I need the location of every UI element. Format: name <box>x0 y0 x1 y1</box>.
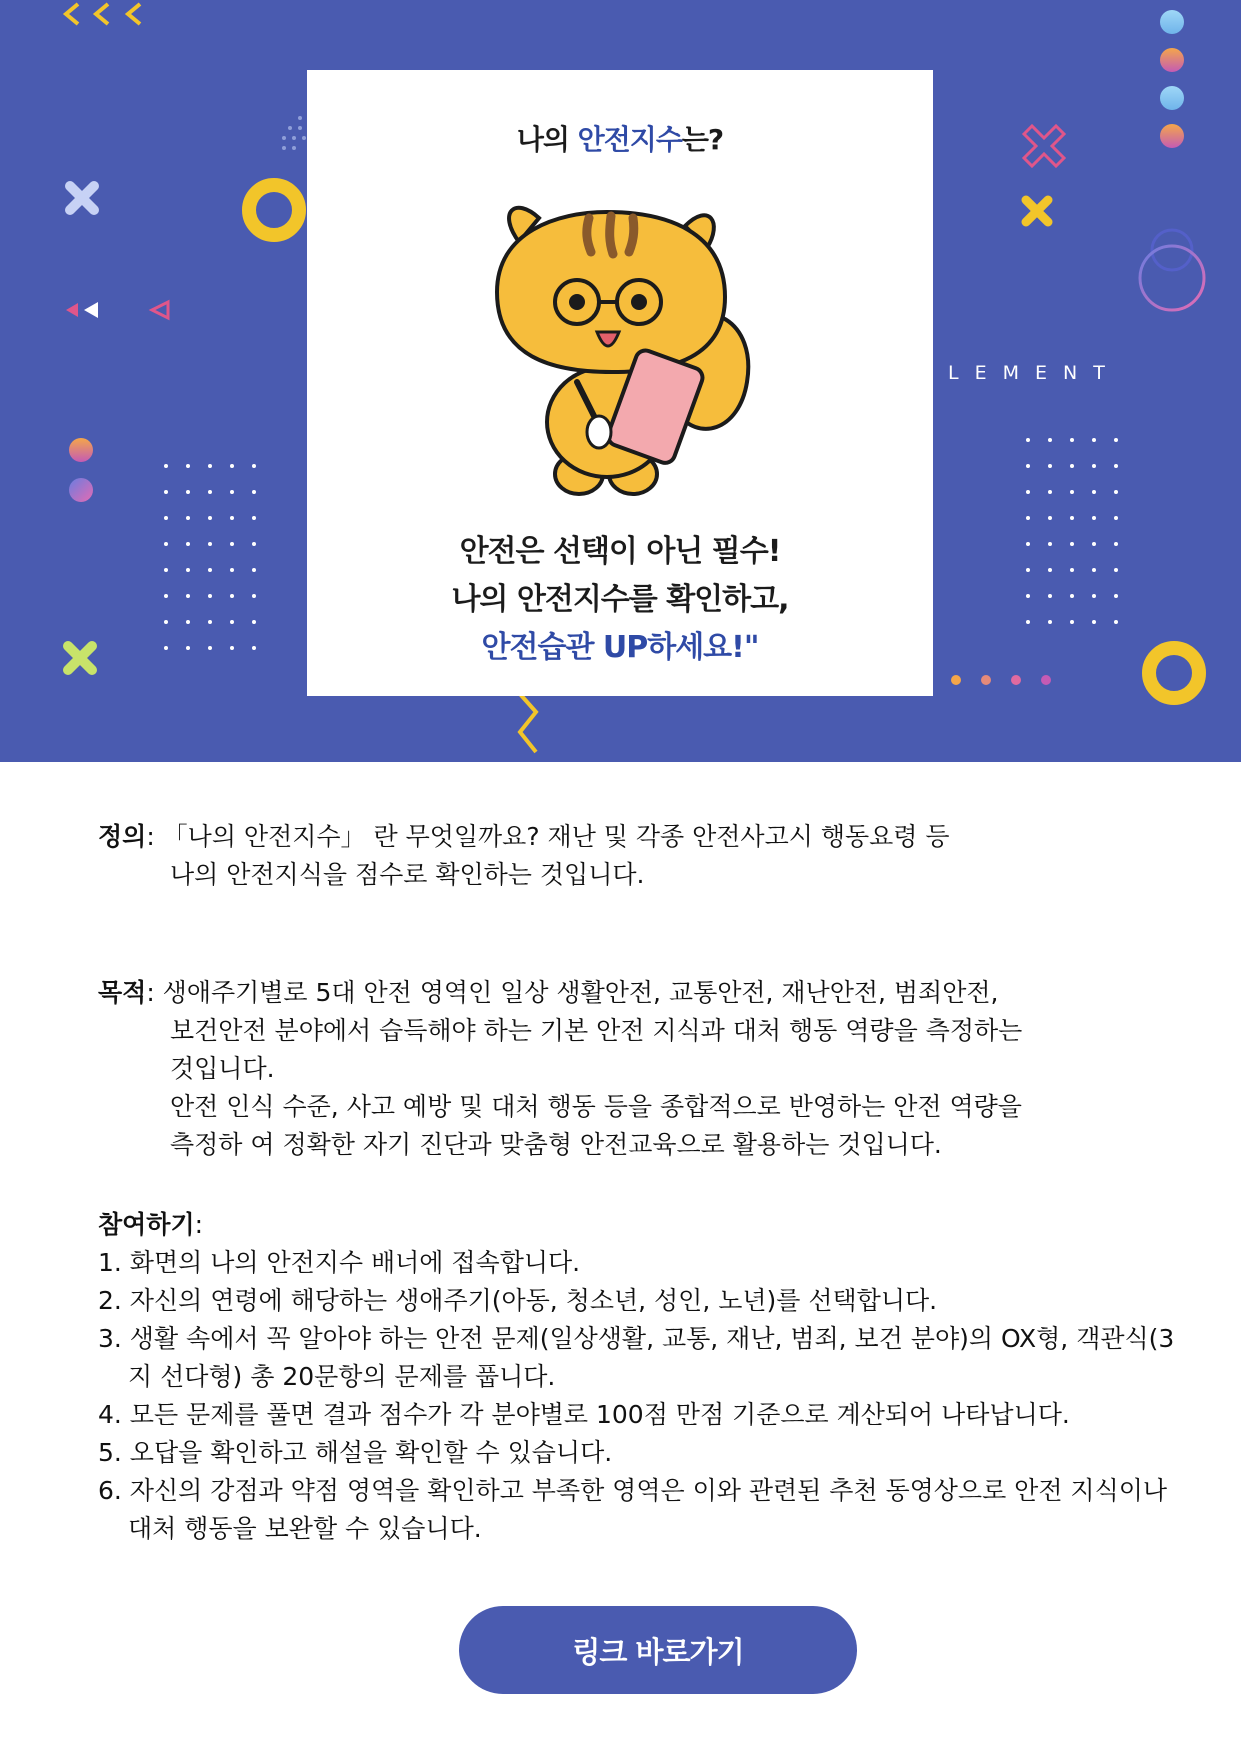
slogan: 안전은 선택이 아닌 필수! 나의 안전지수를 확인하고, 안전습관 UP하세요!" <box>451 534 789 665</box>
decor-dot <box>1026 568 1030 572</box>
decor-dot <box>1070 438 1074 442</box>
decor-dot <box>1048 568 1052 572</box>
decor-dot <box>252 490 256 494</box>
list-item: 3. 생활 속에서 꼭 알아야 하는 안전 문제(일상생활, 교통, 재난, 범죄, 보건 분야)의 OX형, 객관식(3지 선다형) 총 20문항의 문제를 풉니다. <box>98 1324 1175 1391</box>
decor-dot <box>252 646 256 650</box>
decor-dot <box>1114 464 1118 468</box>
decor-dot <box>164 594 168 598</box>
decor-dot <box>1092 516 1096 520</box>
decor-dot <box>1048 620 1052 624</box>
decor-dot <box>230 594 234 598</box>
purpose-paragraph: 목적: 생애주기별로 5대 안전 영역인 일상 생활안전, 교통안전, 재난안전, 범죄안전, 보건안전 분야에서 습득해야 하는 기본 안전 지식과 대처 행동 역량을 측정하는 것입니다. 안전 인식 수준, 사고 예방 및 대처 행동 등을 종합적으로 반영하는 안전 역량을 측정하 여 정확한 자기 진단과 맞춤형 안전교육으로 활용하는 것입니다. <box>98 978 1023 1159</box>
decor-dot <box>1070 464 1074 468</box>
decor-dot <box>208 542 212 546</box>
participate-heading: 참여하기: <box>98 1210 204 1239</box>
decor-dot <box>230 516 234 520</box>
decor-dot <box>1114 542 1118 546</box>
squirrel-with-clipboard-icon <box>457 182 777 502</box>
decorative-text: LEMENT <box>948 362 1121 384</box>
decor-dot <box>1092 594 1096 598</box>
decor-dot <box>1070 542 1074 546</box>
hero-banner <box>0 0 1241 762</box>
decor-dot <box>1026 516 1030 520</box>
decor-dot <box>164 464 168 468</box>
decor-dot <box>164 542 168 546</box>
list-item: 2. 자신의 연령에 해당하는 생애주기(아동, 청소년, 성인, 노년)를 선택합니다. <box>98 1286 938 1315</box>
decor-dot <box>230 542 234 546</box>
decor-dot <box>186 490 190 494</box>
decor-dot <box>1114 568 1118 572</box>
decor-dot <box>208 568 212 572</box>
decor-dot <box>1048 542 1052 546</box>
definition-label: 정의 <box>98 822 147 851</box>
decor-dot <box>1048 594 1052 598</box>
decor-dot <box>1092 620 1096 624</box>
decor-dot <box>164 620 168 624</box>
decor-dot <box>164 646 168 650</box>
decor-dot <box>1070 568 1074 572</box>
decor-dot <box>230 464 234 468</box>
decor-dot <box>208 490 212 494</box>
decor-dot <box>230 646 234 650</box>
decor-dot <box>252 464 256 468</box>
content-section <box>98 818 1178 1548</box>
decor-dot <box>252 516 256 520</box>
decor-dot <box>1048 490 1052 494</box>
list-item: 4. 모든 문제를 풀면 결과 점수가 각 분야별로 100점 만점 기준으로 계산되어 나타납니다. <box>98 1400 1070 1429</box>
decor-dot <box>1026 620 1030 624</box>
list-item: 5. 오답을 확인하고 해설을 확인할 수 있습니다. <box>98 1438 613 1467</box>
decor-dot <box>1114 516 1118 520</box>
decor-dot <box>186 542 190 546</box>
decor-dot <box>208 594 212 598</box>
list-item: 1. 화면의 나의 안전지수 배너에 접속합니다. <box>98 1248 581 1277</box>
decor-dot <box>186 464 190 468</box>
decor-dot <box>164 490 168 494</box>
decor-dot <box>208 464 212 468</box>
decor-dot <box>1026 438 1030 442</box>
decor-dot <box>1026 490 1030 494</box>
decor-dot <box>186 516 190 520</box>
decor-dot <box>1114 490 1118 494</box>
decor-dot <box>1070 516 1074 520</box>
list-item: 6. 자신의 강점과 약점 영역을 확인하고 부족한 영역은 이와 관련된 추천 동영상으로 안전 지식이나 대처 행동을 보완할 수 있습니다. <box>98 1476 1168 1543</box>
decor-dot <box>1114 594 1118 598</box>
decor-dot <box>1070 490 1074 494</box>
decor-dot <box>230 620 234 624</box>
decor-dot <box>230 568 234 572</box>
decor-dot <box>252 594 256 598</box>
decor-dot <box>252 542 256 546</box>
link-button[interactable]: 링크 바로가기 <box>459 1606 857 1694</box>
decor-dot <box>1070 620 1074 624</box>
decor-dot <box>1092 542 1096 546</box>
decor-dot <box>1048 438 1052 442</box>
card-title: 나의 안전지수는? <box>516 123 724 156</box>
decor-dot <box>1114 438 1118 442</box>
decor-dot <box>1092 464 1096 468</box>
decor-dot <box>1026 542 1030 546</box>
decor-dot <box>186 594 190 598</box>
decor-dot <box>208 516 212 520</box>
decor-dot <box>186 568 190 572</box>
decor-dot <box>186 620 190 624</box>
definition-paragraph: 정의: 「나의 안전지수」 란 무엇일까요? 재난 및 각종 안전사고시 행동요령 등 나의 안전지식을 점수로 확인하는 것입니다. <box>98 822 950 889</box>
decor-dot <box>1114 620 1118 624</box>
decor-dot <box>208 620 212 624</box>
decor-dot <box>164 516 168 520</box>
decor-dot <box>1048 516 1052 520</box>
decor-dot <box>1026 464 1030 468</box>
banner-card <box>307 70 933 696</box>
participate-steps <box>98 1244 1178 1548</box>
decor-dot <box>1092 490 1096 494</box>
decor-dot <box>1092 568 1096 572</box>
decor-dot <box>208 646 212 650</box>
decor-dot <box>1092 438 1096 442</box>
decor-dot <box>1048 464 1052 468</box>
decor-dot <box>1026 594 1030 598</box>
purpose-label: 목적 <box>98 978 147 1007</box>
decor-dot <box>186 646 190 650</box>
decor-dot <box>164 568 168 572</box>
decor-dot <box>252 568 256 572</box>
decor-dot <box>230 490 234 494</box>
decor-dot <box>252 620 256 624</box>
decor-dot <box>1070 594 1074 598</box>
